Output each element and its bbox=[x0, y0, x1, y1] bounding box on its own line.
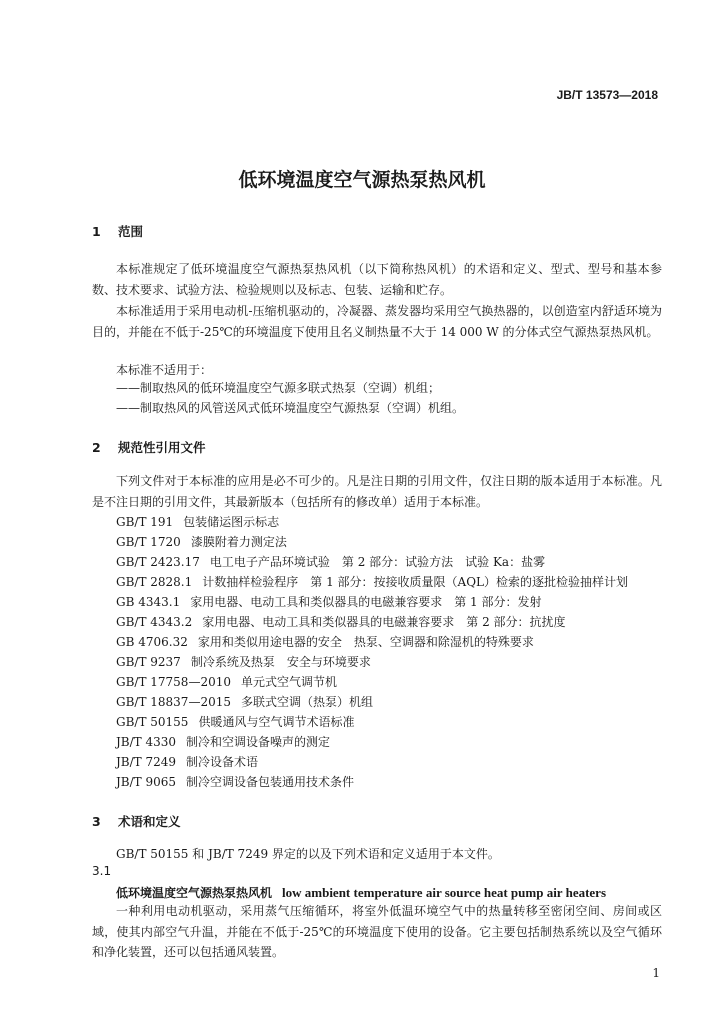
reference-code: GB/T 17758—2010 bbox=[116, 675, 231, 689]
reference-code: GB 4343.1 bbox=[116, 595, 181, 609]
reference-item bbox=[116, 513, 279, 530]
reference-code: GB/T 4343.2 bbox=[116, 615, 193, 629]
reference-item bbox=[116, 573, 628, 590]
scope-dash-item-1: ——制取热风的低环境温度空气源多联式热泵（空调）机组； bbox=[116, 381, 441, 395]
section-number: 1 bbox=[92, 224, 101, 239]
term-english: low ambient temperature air source heat pump air heaters bbox=[282, 885, 607, 900]
reference-code: GB/T 1720 bbox=[116, 535, 181, 549]
reference-title: 制冷空调设备包装通用技术条件 bbox=[186, 775, 355, 789]
reference-item bbox=[116, 593, 542, 610]
reference-code: GB/T 9237 bbox=[116, 655, 181, 669]
reference-title: 家用和类似用途电器的安全 热泵、空调器和除湿机的特殊要求 bbox=[197, 635, 534, 649]
reference-item bbox=[116, 713, 354, 730]
scope-paragraph-3: 本标准不适用于： bbox=[116, 363, 213, 377]
reference-item bbox=[116, 773, 354, 790]
reference-code: GB/T 191 bbox=[116, 515, 174, 529]
reference-title: 包装储运图示标志 bbox=[183, 515, 280, 529]
reference-title: 供暖通风与空气调节术语标准 bbox=[198, 715, 355, 729]
reference-code: JB/T 7249 bbox=[116, 755, 177, 769]
reference-title: 电工电子产品环境试验 第 2 部分：试验方法 试验 Ka：盐雾 bbox=[209, 555, 546, 569]
reference-title: 家用电器、电动工具和类似器具的电磁兼容要求 第 1 部分：发射 bbox=[190, 595, 542, 609]
reference-item bbox=[116, 633, 534, 650]
scope-dash-item-2: ——制取热风的风管送风式低环境温度空气源热泵（空调）机组。 bbox=[116, 401, 465, 415]
reference-item bbox=[116, 733, 330, 750]
reference-item bbox=[116, 673, 337, 690]
section-1-heading bbox=[92, 222, 143, 240]
reference-code: GB/T 18837—2015 bbox=[116, 695, 231, 709]
standard-code-header: JB/T 13573—2018 bbox=[556, 88, 658, 102]
document-title: 低环境温度空气源热泵热风机 bbox=[238, 169, 486, 191]
reference-code: JB/T 4330 bbox=[116, 735, 177, 749]
reference-code: GB 4706.32 bbox=[116, 635, 188, 649]
subclause-number: 3.1 bbox=[92, 864, 112, 878]
section-number: 2 bbox=[92, 440, 101, 455]
reference-title: 多联式空调（热泵）机组 bbox=[240, 695, 373, 709]
reference-title: 计数抽样检验程序 第 1 部分：按接收质量限（AQL）检索的逐批检验抽样计划 bbox=[202, 575, 629, 589]
section-title: 术语和定义 bbox=[118, 814, 181, 829]
reference-title: 制冷系统及热泵 安全与环境要求 bbox=[190, 655, 371, 669]
reference-code: GB/T 2828.1 bbox=[116, 575, 193, 589]
section-3-heading bbox=[92, 812, 181, 830]
reference-code: GB/T 2423.17 bbox=[116, 555, 200, 569]
reference-item bbox=[116, 553, 545, 570]
reference-item bbox=[116, 533, 287, 550]
term-definition: 一种利用电动机驱动，采用蒸气压缩循环，将室外低温环境空气中的热量转移至密闭空间、房间或区域，使其内部空气升温，并能在不低于-25℃的环境温度下使用的设备。它主要包括制热系统以及空气循环和净化装置，还可以包括通风装置。 bbox=[92, 904, 662, 960]
section-title: 范围 bbox=[118, 224, 144, 239]
page-number: 1 bbox=[652, 966, 660, 980]
reference-title: 家用电器、电动工具和类似器具的电磁兼容要求 第 2 部分：抗扰度 bbox=[202, 615, 566, 629]
reference-code: GB/T 50155 bbox=[116, 715, 189, 729]
section-2-heading bbox=[92, 438, 206, 456]
references-intro: 下列文件对于本标准的应用是必不可少的。凡是注日期的引用文件，仅注日期的版本适用于本标准。凡是不注日期的引用文件，其最新版本（包括所有的修改单）适用于本标准。 bbox=[92, 474, 662, 509]
reference-title: 漆膜附着力测定法 bbox=[190, 535, 287, 549]
reference-title: 制冷设备术语 bbox=[186, 755, 259, 769]
reference-code: JB/T 9065 bbox=[116, 775, 177, 789]
reference-item bbox=[116, 753, 258, 770]
section-number: 3 bbox=[92, 814, 101, 829]
term-heading bbox=[116, 884, 606, 901]
term-chinese: 低环境温度空气源热泵热风机 bbox=[116, 886, 273, 900]
section-title: 规范性引用文件 bbox=[118, 440, 206, 455]
reference-item bbox=[116, 693, 373, 710]
scope-paragraph-2: 本标准适用于采用电动机-压缩机驱动的，冷凝器、蒸发器均采用空气换热器的，以创造室内舒适环境为目的，并能在不低于-25℃的环境温度下使用且名义制热量不大于 14 000 W 的分体式空气源热泵热风机。 bbox=[92, 304, 662, 339]
terms-intro: GB/T 50155 和 JB/T 7249 界定的以及下列术语和定义适用于本文件。 bbox=[116, 847, 500, 861]
reference-title: 单元式空气调节机 bbox=[240, 675, 337, 689]
reference-title: 制冷和空调设备噪声的测定 bbox=[186, 735, 331, 749]
reference-item bbox=[116, 613, 566, 630]
scope-paragraph-1: 本标准规定了低环境温度空气源热泵热风机（以下简称热风机）的术语和定义、型式、型号和基本参数、技术要求、试验方法、检验规则以及标志、包装、运输和贮存。 bbox=[92, 262, 662, 297]
reference-item bbox=[116, 653, 371, 670]
